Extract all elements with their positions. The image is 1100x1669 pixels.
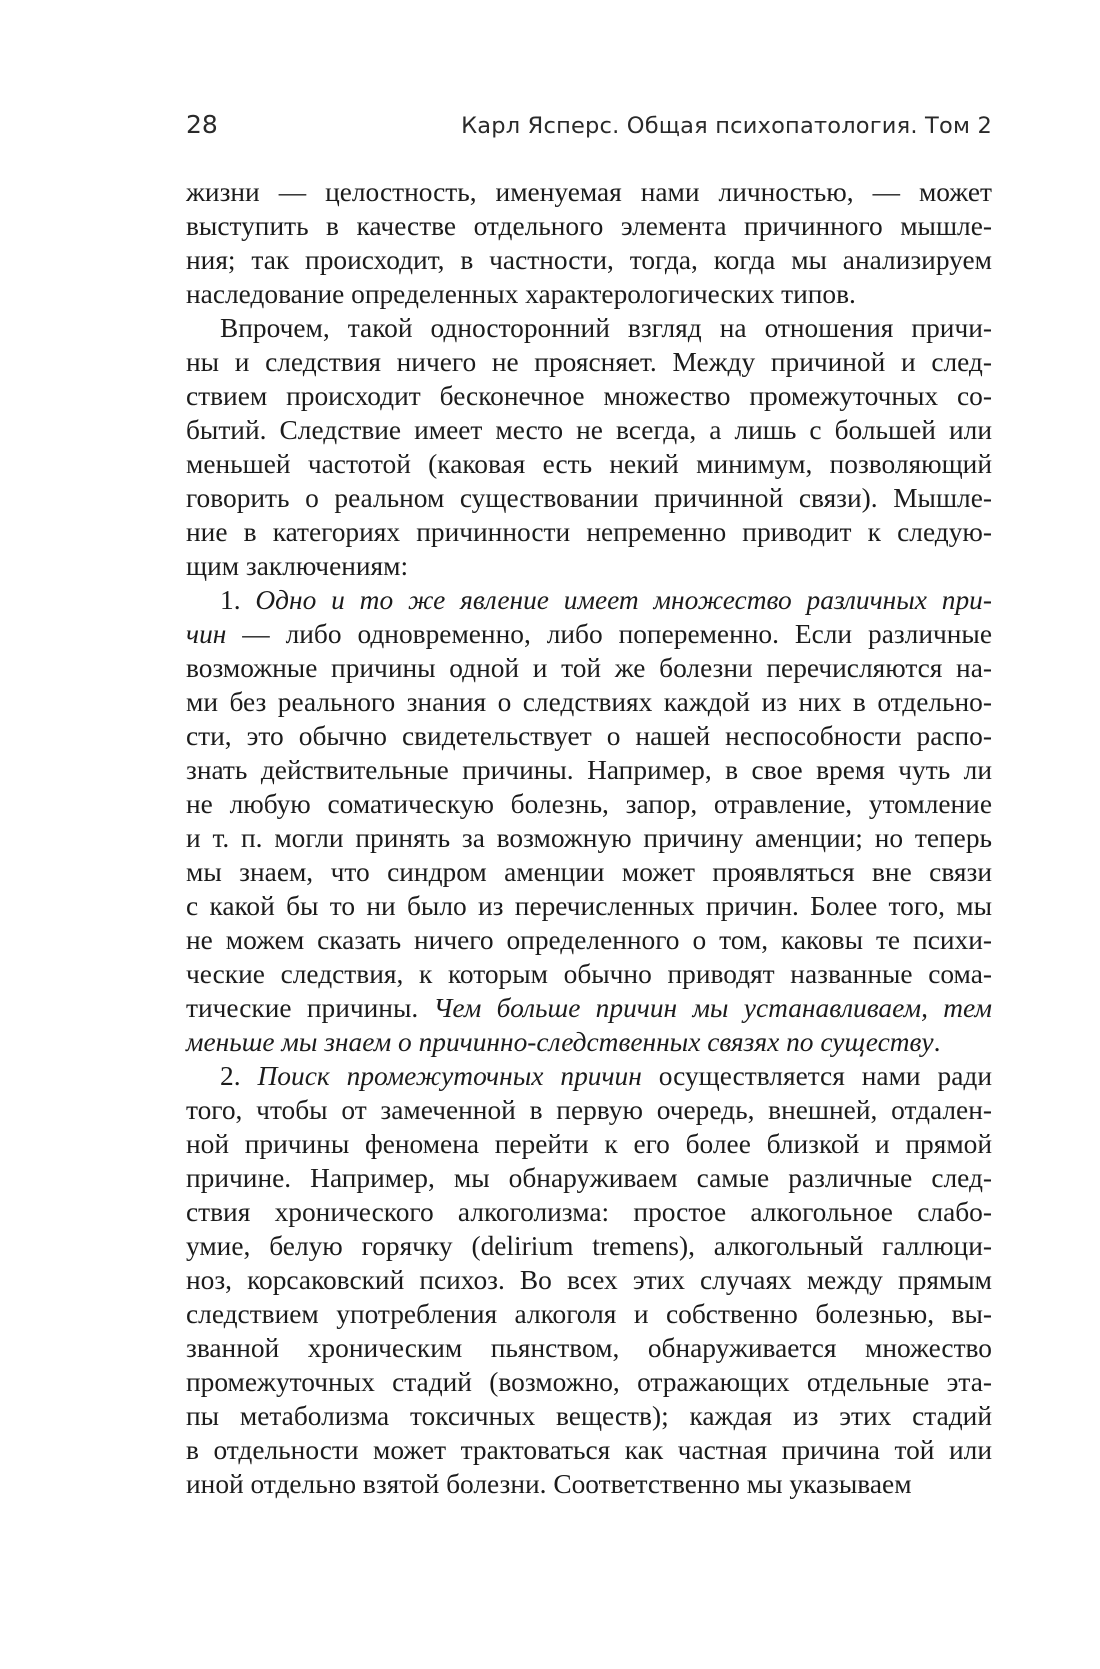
text-segment: ной причины феномена перейти к его более близкой и прямой — [186, 1129, 992, 1159]
running-title: Карл Ясперс. Общая психопатология. Том 2 — [461, 113, 992, 139]
text-line — [186, 1195, 992, 1229]
text-segment: выступить в качестве отдельного элемента причинного мышле- — [186, 211, 992, 241]
text-segment: умие, белую горячку (delirium tremens), алкогольный галлюци- — [186, 1231, 992, 1261]
text-line — [186, 821, 992, 855]
text-line — [186, 379, 992, 413]
italic-text: чин — [186, 619, 227, 649]
text-segment: ческие следствия, к которым обычно приводят названные сома- — [186, 959, 992, 989]
text-segment: — либо одновременно, либо попеременно. Если различные — [226, 619, 992, 649]
text-line — [186, 617, 992, 651]
text-segment: с какой бы то ни было из перечисленных причин. Более того, мы — [186, 891, 992, 921]
text-segment: не любую соматическую болезнь, запор, отравление, утомление — [186, 789, 992, 819]
running-header — [186, 110, 992, 139]
text-segment: ми без реального знания о следствиях каждой из них в отдельно- — [186, 687, 992, 717]
text-line — [186, 311, 992, 345]
text-segment: званной хроническим пьянством, обнаруживается множество — [186, 1333, 992, 1363]
text-segment: ния; так происходит, в частности, тогда, когда мы анализируем — [186, 245, 992, 275]
text-segment: . — [933, 1027, 941, 1057]
text-line — [186, 1365, 992, 1399]
text-segment: возможные причины одной и той же болезни перечисляются на- — [186, 653, 992, 683]
text-segment: иной отдельно взятой болезни. Соответственно мы указываем — [186, 1469, 912, 1499]
text-line — [186, 1161, 992, 1195]
paragraph — [186, 175, 992, 311]
text-line — [186, 1297, 992, 1331]
text-segment: жизни — целостность, именуемая нами личностью, — может — [186, 177, 992, 207]
text-line — [186, 515, 992, 549]
text-segment: ствия хронического алкоголизма: простое алкогольное слабо- — [186, 1197, 992, 1227]
body-text — [186, 175, 992, 1501]
text-line — [186, 1059, 992, 1093]
paragraph — [186, 311, 992, 583]
text-line — [186, 753, 992, 787]
paragraph — [186, 583, 992, 1059]
text-segment: бытий. Следствие имеет место не всегда, а лишь с большей или — [186, 415, 992, 445]
text-segment: промежуточных стадий (возможно, отражающих отдельные эта- — [186, 1367, 992, 1397]
text-line — [186, 1025, 992, 1059]
text-line — [186, 957, 992, 991]
text-line — [186, 719, 992, 753]
text-line — [186, 1127, 992, 1161]
text-segment: сти, это обычно свидетельствует о нашей неспособности распо- — [186, 721, 992, 751]
text-segment: в отдельности может трактоваться как частная причина той или — [186, 1435, 992, 1465]
text-line — [186, 277, 992, 311]
page-number: 28 — [186, 110, 218, 139]
text-segment: следствием употребления алкоголя и собственно болезнью, вы- — [186, 1299, 992, 1329]
text-line — [186, 481, 992, 515]
text-line — [186, 1331, 992, 1365]
text-line — [186, 447, 992, 481]
italic-text: Одно и то же явление имеет множество различных при- — [255, 585, 992, 615]
text-line — [186, 787, 992, 821]
text-segment: наследование определенных характерологических типов. — [186, 279, 856, 309]
text-line — [186, 685, 992, 719]
text-line — [186, 583, 992, 617]
text-segment: пы метаболизма токсичных веществ); каждая из этих стадий — [186, 1401, 992, 1431]
text-line — [186, 549, 992, 583]
text-segment: 1. — [220, 585, 256, 615]
text-line — [186, 923, 992, 957]
text-line — [186, 855, 992, 889]
text-segment: осуществляется нами ради — [641, 1061, 992, 1091]
text-segment: ние в категориях причинности непременно приводит к следую- — [186, 517, 992, 547]
text-segment: щим заключениям: — [186, 551, 409, 581]
text-line — [186, 1433, 992, 1467]
text-line — [186, 1467, 992, 1501]
text-segment: тические причины. — [186, 993, 434, 1023]
text-segment: не можем сказать ничего определенного о том, каковы те психи- — [186, 925, 992, 955]
text-line — [186, 209, 992, 243]
text-line — [186, 1229, 992, 1263]
text-line — [186, 1093, 992, 1127]
text-segment: и т. п. могли принять за возможную причину аменции; но теперь — [186, 823, 992, 853]
text-segment: ствием происходит бесконечное множество промежуточных со- — [186, 381, 992, 411]
text-line — [186, 651, 992, 685]
text-segment: мы знаем, что синдром аменции может проявляться вне связи — [186, 857, 992, 887]
text-segment: знать действительные причины. Например, в свое время чуть ли — [186, 755, 992, 785]
text-segment: причине. Например, мы обнаруживаем самые различные след- — [186, 1163, 992, 1193]
text-segment: того, чтобы от замеченной в первую очередь, внешней, отдален- — [186, 1095, 992, 1125]
text-segment: ны и следствия ничего не проясняет. Между причиной и след- — [186, 347, 992, 377]
text-segment: Впрочем, такой односторонний взгляд на отношения причи- — [220, 313, 992, 343]
text-segment: меньшей частотой (каковая есть некий минимум, позволяющий — [186, 449, 992, 479]
paragraph — [186, 1059, 992, 1501]
text-segment: ноз, корсаковский психоз. Во всех этих случаях между прямым — [186, 1265, 992, 1295]
text-line — [186, 413, 992, 447]
text-line — [186, 889, 992, 923]
text-segment: 2. — [220, 1061, 258, 1091]
italic-text: Чем больше причин мы устанавливаем, тем — [433, 993, 992, 1023]
text-line — [186, 243, 992, 277]
text-line — [186, 1263, 992, 1297]
text-line — [186, 345, 992, 379]
italic-text: меньше мы знаем о причинно-следственных связях по существу — [186, 1027, 934, 1057]
italic-text: Поиск промежуточных причин — [257, 1061, 642, 1091]
text-line — [186, 991, 992, 1025]
text-segment: говорить о реальном существовании причинной связи). Мышле- — [186, 483, 992, 513]
text-line — [186, 175, 992, 209]
text-line — [186, 1399, 992, 1433]
